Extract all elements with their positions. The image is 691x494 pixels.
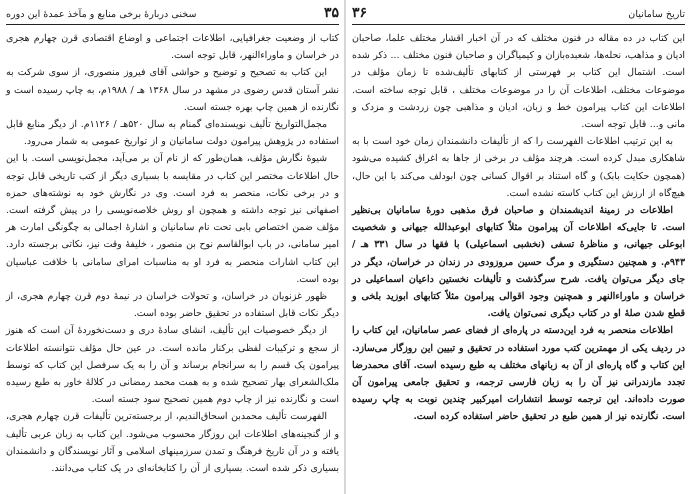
page-number: ۳۵	[323, 5, 339, 21]
paragraph: به این ترتیب اطلاعات الفهرست را که از تألیفات دانشمندان زمان خود است با به شاهکاری مبدل کرده است. هرچند مؤلف در برخی از جاها به اغراق کشیده می‌شود (همچون حکایت بابک) و گاه استناد بر اقوال کسانی چون ابودلف می‌کند با این حال، هیچ‌گاه از ارزش این کتاب کاسته نشده است.	[352, 136, 685, 199]
page-header	[6, 6, 339, 25]
paragraph: ظهور غزنویان در خراسان، و تحولات خراسان در نیمهٔ دوم قرن چهارم هجری، از دیگر نکات قابل استفاده در تحقیق حاضر بوده است.	[6, 291, 339, 320]
paragraph: الفهرست تألیف محمدبن اسحاق‌الندیم، از برجسته‌ترین تألیفات قرن چهارم هجری، و از گنجینه‌های اطلاعات این روزگار محسوب می‌شود. این کتاب به زبان عربی تألیف یافته و در آن تاریخ فرهنگ و تمدن سرزمینهای اسلامی و آثار نویسندگان و دانشمندان بسیاری ذکر شده است. بسیاری از آن را کتابخانه‌ای در یک کتاب می‌دانند.	[6, 411, 339, 475]
paragraph: شیوهٔ نگارش مؤلف، همان‌طور که از نام آن بر می‌آید، مجمل‌نویسی است. با این حال اطلاعات مختصر این کتاب در مقایسه با بسیاری دیگر از کتب تاریخی قابل توجه و در برخی نکات، منحصر به فرد است. وی در نگارش خود به نوشته‌های حمزه اصفهانی نیز توجه داشته و همچون او روش خلاصه‌نویسی را در پیش گرفته است. مؤلف ضمن اختصاص بابی تحت نام سامانیان و اشارهٔ اجمالی به چگونگی امارت هر امیر سامانی، در باب ابوالقاسم نوح بن منصور ، خلیفهٔ وقت نیز، نکاتی برجسته دارد. این کتاب اشارات منحصر به فرد او به مناسبات امرای سامانی با خلافت عباسیان بوده است.	[6, 153, 339, 285]
paragraph: اطلاعات در زمینهٔ اندیشمندان و صاحبان فرق مذهبی دورهٔ سامانیان بی‌نظیر است. تا جایی‌که اطلاعات آن پیرامون مثلاً کتابهای ابوعبدالله جیهانی و شخصیت ابوعلی جیهانی، و مناظرهٔ تسفی (نخشبی اسماعیلی) با فقها در سال ۳۳۱ هـ / ۹۴۳م. و همچنین دستگیری و مرگ حسین مروزودی در زندان در خراسان، دیگر در جای دیگر می‌توان یافت. شرح سرگذشت و تألیفات نخستین داعیان اسماعیلی در خراسان و ماوراءالنهر و همچنین وجود اقوالی پیرامون مثلاً کتابهای ابوزید بلخی و قطع شدن صلهٔ او در کتاب دیگری نمی‌توان یافت.	[352, 205, 685, 320]
paragraph: از دیگر خصوصیات این تألیف، انشای سادهٔ دری و دست‌نخوردهٔ آن است که هنوز از سجع و ترکیبات لفظی برکنار مانده است. در عین حال مؤلف نتوانسته اطلاعات پیرامون یک قسم را به سرانجام برساند و آن را به یک سرفصل این کتاب که توسط ملک‌الشعرای بهار تصحیح شده و به همت محمد رمضانی در کلالهٔ خاور به طبع رسیده است و نگارنده نیز از چاپ دوم همین تصحیح سود جسته است.	[6, 325, 339, 406]
page-body	[6, 30, 339, 477]
paragraph: کتاب از وضعیت جغرافیایی، اطلاعات اجتماعی و اوضاع اقتصادی قرن چهارم هجری در خراسان و ماوراءالنهر، قابل توجه است.	[6, 33, 339, 62]
running-title: سخنی دربارهٔ برخی منابع و مآخذ عمدهٔ این دوره	[6, 9, 197, 20]
page-number: ۳۶	[352, 5, 368, 21]
page-body	[352, 30, 685, 426]
right-page	[346, 0, 691, 494]
paragraph: اطلاعات منحصر به فرد این‌دسته در پاره‌ای از فضای عصر سامانیان، این کتاب را در ردیف یکی از مهمترین کتب مورد استفاده در تحقیق و تبیین این روزگار می‌سازد. این کتاب و گاه پاره‌ای از آن به زبانهای مختلف به طبع رسیده است. آقای محمدرضا تجدد مازندرانی نیز آن را به زبان فارسی ترجمه، و تحقیق جامعی پیرامون آن صورت داده‌اند. این ترجمه توسط انتشارات امیرکبیر چندین نوبت به چاپ رسیده است. نگارنده نیز از همین طبع در تحقیق حاضر استفاده کرده است.	[352, 325, 685, 423]
paragraph: این کتاب در ده مقاله در فنون مختلف که در آن اخبار اقشار مختلف علما، صاحبان ادیان و مذاهب، نحله‌ها، شعبده‌بازان و کیمیاگران و صاحبان فنون مختلف ... ذکر شده است. اشتمال این کتاب بر فهرستی از کتابهای تألیف‌شده تا زمان مؤلف در موضوعات مختلف، اطلاعات آن را در موضوعات مختلف ، قابل توجه ساخته است. اطلاعات این کتاب پیرامون خط و زبان، ادیان و مذاهبی چون زردشت و مزدک و مانی و... قابل توجه است.	[352, 33, 685, 131]
running-title: تاریخ سامانیان	[628, 9, 685, 20]
paragraph: مجمل‌التواریخ تألیف نویسنده‌ای گمنام به سال ۵۲۰هـ / ۱۱۲۶م. از دیگر منابع قابل استفاده در پژوهش پیرامون دولت سامانیان و از تواریخ عمومی به شمار می‌رود.	[6, 119, 339, 148]
page-header	[352, 6, 685, 25]
paragraph: این کتاب به تصحیح و توضیح و حواشی آقای فیروز منصوری، از سوی شرکت به نشر آستان قدس رضوی در مشهد در سال ۱۳۶۸ هـ / ۱۹۸۸م، به چاپ رسیده است و نگارنده از همین چاپ بهره جسته است.	[6, 67, 339, 113]
left-page	[0, 0, 345, 494]
